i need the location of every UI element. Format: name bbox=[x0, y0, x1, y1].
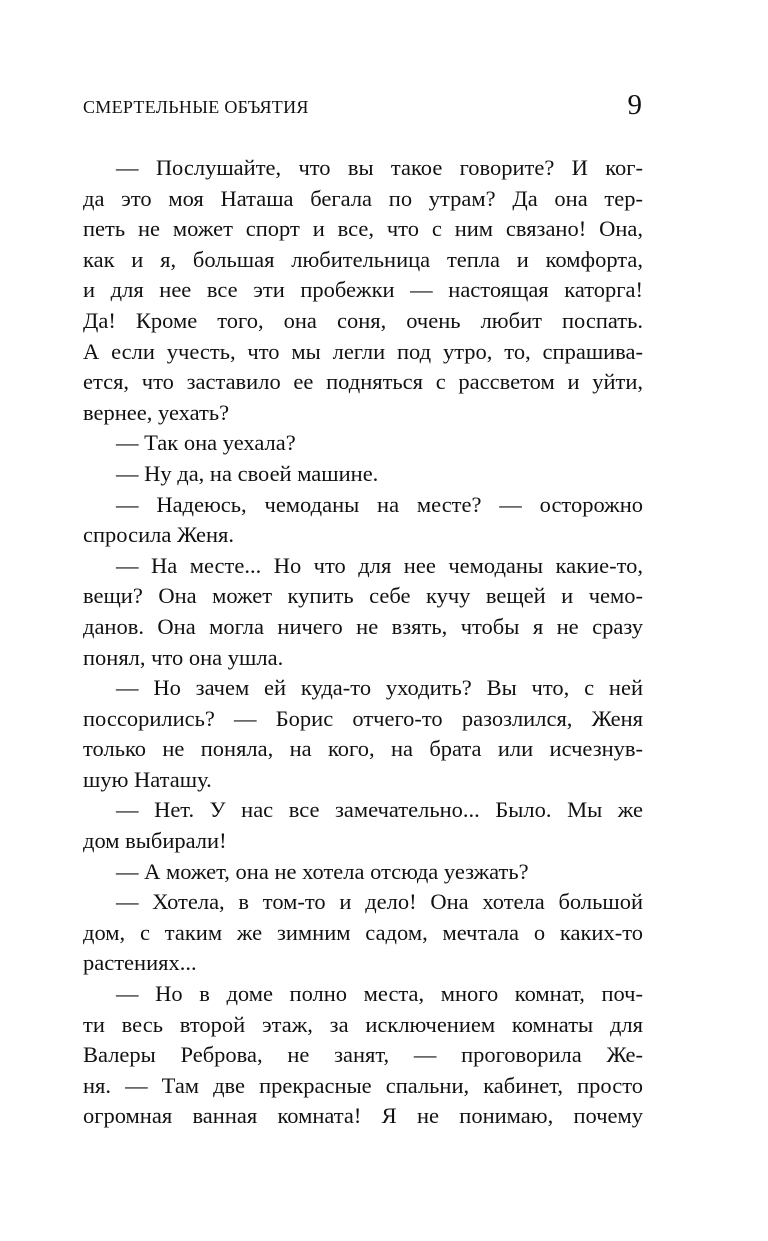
text-line: Да! Кроме того, она соня, очень любит поспать. bbox=[83, 307, 643, 333]
text-line: вещи? Она может купить себе кучу вещей и чемо- bbox=[83, 583, 643, 609]
text-line: понял, что она ушла. bbox=[83, 644, 284, 670]
text-line: Валеры Реброва, не занят, — проговорила Же- bbox=[83, 1042, 643, 1068]
text-line: — Послушайте, что вы такое говорите? И ког- bbox=[116, 155, 643, 180]
text-line: да это моя Наташа бегала по утрам? Да она тер- bbox=[83, 185, 643, 211]
text-line: дом выбирали! bbox=[83, 828, 227, 854]
text-line: ня. — Там две прекрасные спальни, кабинет, просто bbox=[83, 1072, 643, 1098]
text-line: — Нет. У нас все замечательно... Было. Мы же bbox=[116, 797, 643, 823]
text-line: и для нее все эти пробежки — настоящая каторга! bbox=[83, 277, 643, 303]
text-line: — Но зачем ей куда-то уходить? Вы что, с ней bbox=[116, 675, 643, 701]
text-line: данов. Она могла ничего не взять, чтобы я не сразу bbox=[83, 613, 643, 639]
text-line: поссорились? — Борис отчего-то разозлился, Женя bbox=[83, 705, 643, 731]
running-header-title: СМЕРТЕЛЬНЫЕ ОБЪЯТИЯ bbox=[83, 97, 309, 117]
text-line: спросила Женя. bbox=[83, 522, 234, 548]
text-line: только не поняла, на кого, на брата или исчезнув- bbox=[83, 736, 643, 762]
text-line: А если учесть, что мы легли под утро, то, спрашива- bbox=[83, 338, 643, 364]
text-line: ется, что заставило ее подняться с рассветом и уйти, bbox=[83, 369, 643, 395]
page-number: 9 bbox=[627, 89, 642, 121]
text-line: — А может, она не хотела отсюда уезжать? bbox=[116, 858, 529, 884]
body-text bbox=[83, 153, 643, 1132]
text-line: шую Наташу. bbox=[83, 766, 212, 792]
text-line: огромная ванная комната! Я не понимаю, почему bbox=[83, 1103, 643, 1129]
text-line: — Так она уехала? bbox=[116, 430, 296, 456]
text-line: как и я, большая любительница тепла и комфорта, bbox=[83, 246, 643, 272]
text-line: растениях... bbox=[83, 950, 197, 976]
text-line: вернее, уехать? bbox=[83, 399, 230, 425]
text-line: — На месте... Но что для нее чемоданы какие-то, bbox=[116, 552, 643, 578]
text-line: дом, с таким же зимним садом, мечтала о каких-то bbox=[83, 919, 643, 945]
text-line: — Хотела, в том-то и дело! Она хотела большой bbox=[116, 889, 643, 915]
text-line: — Но в доме полно места, много комнат, поч- bbox=[116, 981, 643, 1007]
text-line: петь не может спорт и все, что с ним связано! Она, bbox=[83, 216, 643, 242]
text-line: ти весь второй этаж, за исключением комнаты для bbox=[83, 1011, 643, 1037]
text-line: — Ну да, на своей машине. bbox=[116, 460, 379, 486]
text-line: — Надеюсь, чемоданы на месте? — осторожно bbox=[116, 491, 643, 517]
